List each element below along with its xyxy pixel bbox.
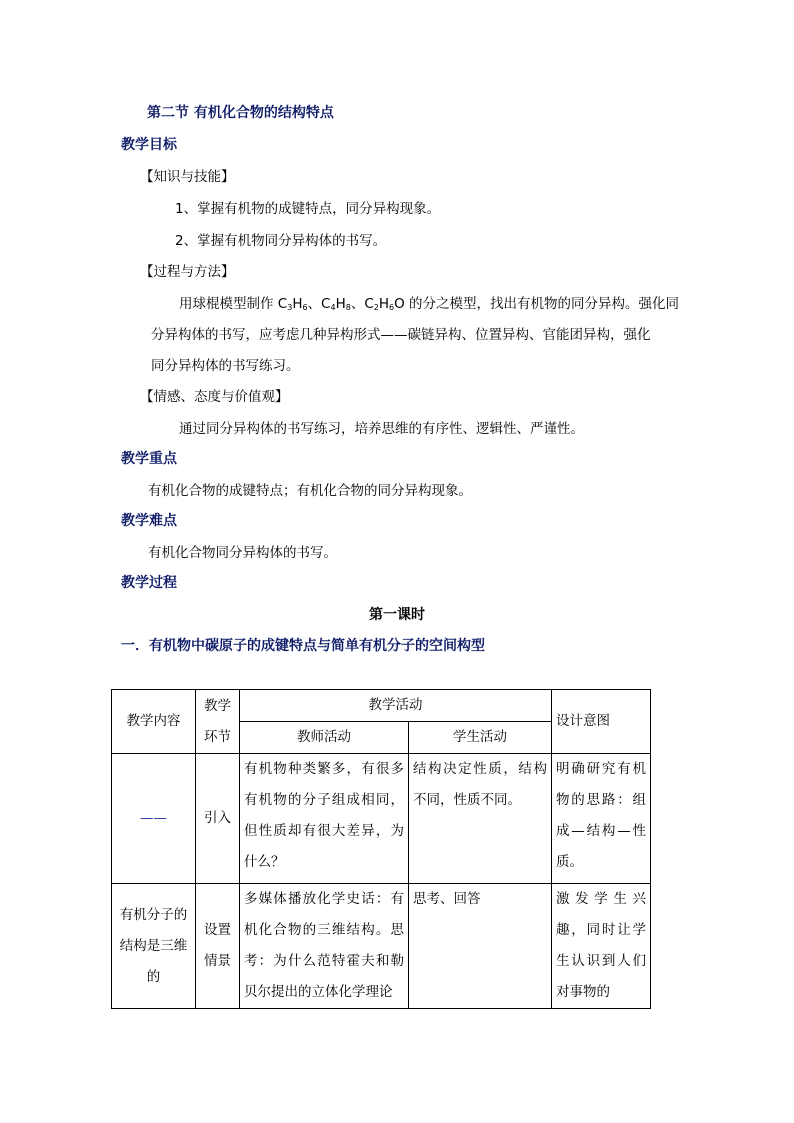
row-2-teacher: 多媒体播放化学史话：有机化合物的三维结构。思考：为什么范特霍夫和勒贝尔提出的立体化学理论 [240, 884, 409, 1009]
row-1-teacher: 有机物种类繁多，有很多有机物的分子组成相同，但性质却有很大差异，为什么？ [240, 754, 409, 884]
row-2-intent: 激发学生兴趣，同时让学生认识到人们对事物的 [552, 884, 651, 1009]
table-row [112, 884, 651, 1009]
teaching-process-heading: 教学过程 [121, 575, 177, 591]
row-2-content: 有机分子的结构是三维的 [112, 884, 196, 1009]
table-row [112, 754, 651, 884]
difficulty-text: 有机化合物同分异构体的书写。 [148, 545, 337, 561]
header-intent: 设计意图 [552, 690, 651, 754]
emotion-heading: 【情感、态度与价值观】 [140, 389, 289, 405]
table-header-row-1 [112, 690, 651, 722]
row-1-stage: 引入 [196, 754, 240, 884]
difficulty-heading: 教学难点 [121, 513, 177, 529]
row-2-student: 思考、回答 [409, 884, 552, 1009]
key-points-heading: 教学重点 [121, 451, 177, 467]
section-1-heading: 一．有机物中碳原子的成键特点与简单有机分子的空间构型 [121, 638, 485, 654]
row-1-intent: 明确研究有机物的思路：组成—结构—性质。 [552, 754, 651, 884]
lesson-table [111, 689, 651, 1009]
header-content: 教学内容 [112, 690, 196, 754]
knowledge-heading: 【知识与技能】 [140, 169, 235, 185]
row-2-stage: 设置情景 [196, 884, 240, 1009]
lesson-label: 第一课时 [369, 607, 425, 623]
process-method-line-1: 用球棍模型制作 $C_3H_6$、$C_4H_8$、$C_2H_6O$ 的分之模型，找出有机物的同分异构。强化同 [179, 296, 680, 312]
emotion-text: 通过同分异构体的书写练习，培养思维的有序性、逻辑性、严谨性。 [179, 421, 584, 437]
header-stage: 教学 环节 [196, 690, 240, 754]
process-method-line-3: 同分异构体的书写练习。 [151, 358, 300, 374]
process-method-line-2: 分异构体的书写，应考虑几种异构形式——碳链异构、位置异构、官能团异构，强化 [151, 327, 651, 343]
row-1-content: —— [112, 754, 196, 884]
header-teacher: 教师活动 [240, 722, 409, 754]
header-student: 学生活动 [409, 722, 552, 754]
teaching-goals-heading: 教学目标 [121, 137, 177, 153]
knowledge-item-2: 2、掌握有机物同分异构体的书写。 [175, 233, 387, 249]
knowledge-item-1: 1、掌握有机物的成键特点，同分异构现象。 [175, 201, 441, 217]
header-activity: 教学活动 [240, 690, 552, 722]
section-title: 第二节 有机化合物的结构特点 [147, 105, 334, 121]
key-points-text: 有机化合物的成键特点；有机化合物的同分异构现象。 [148, 483, 472, 499]
process-method-heading: 【过程与方法】 [140, 264, 235, 280]
row-1-student: 结构决定性质，结构不同，性质不同。 [409, 754, 552, 884]
